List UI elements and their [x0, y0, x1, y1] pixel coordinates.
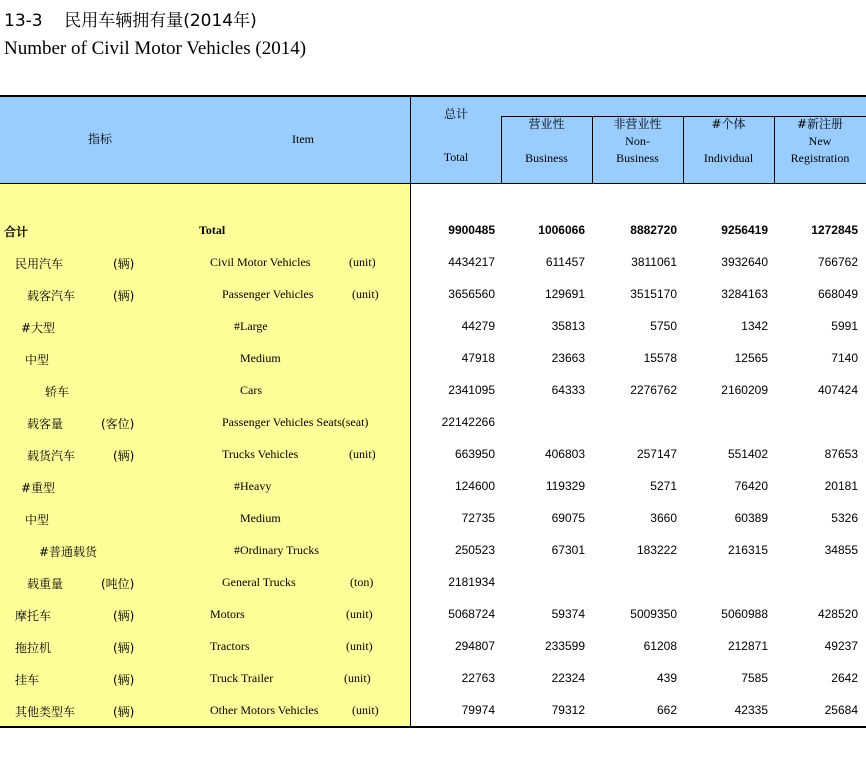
cell-business: 67301 [551, 543, 585, 557]
row-label-en: Medium [240, 511, 281, 525]
cell-newreg: 5326 [831, 511, 858, 525]
cell-nonbusiness: 15578 [643, 351, 677, 365]
cell-individual: 1342 [741, 319, 768, 333]
table-row [0, 535, 866, 567]
row-unit-en: (unit) [349, 255, 376, 269]
cell-newreg: 49237 [824, 639, 858, 653]
cell-business: 22324 [551, 671, 585, 685]
row-unit-cn: (辆) [113, 449, 135, 463]
header-item: Item [292, 132, 314, 146]
cell-total: 47918 [461, 351, 495, 365]
row-label-cn: 合计 [4, 225, 29, 239]
cell-total: 2181934 [448, 575, 495, 589]
row-unit-en: (unit) [346, 607, 373, 621]
cell-nonbusiness: 257147 [636, 447, 677, 461]
cell-newreg: 2642 [831, 671, 858, 685]
row-unit-en: (unit) [349, 447, 376, 461]
row-label-cn: 其他类型车 [15, 705, 76, 719]
cell-business: 1006066 [538, 223, 585, 237]
cell-individual: 551402 [727, 447, 768, 461]
cell-nonbusiness: 183222 [636, 543, 677, 557]
cell-total: 663950 [454, 447, 495, 461]
cell-individual: 42335 [734, 703, 768, 717]
row-label-en: Medium [240, 351, 281, 365]
row-label-en: #Large [234, 319, 268, 333]
cell-total: 2341095 [448, 383, 495, 397]
row-label-en: #Ordinary Trucks [234, 543, 320, 557]
row-label-cn: #大型 [21, 321, 56, 335]
table-title-cn-text: 民用车辆拥有量(2014年) [64, 11, 257, 31]
header-total-cn: 总计 [443, 107, 468, 121]
row-unit-en: (unit) [352, 287, 379, 301]
header-individual-cn: #个体 [711, 117, 746, 131]
cell-total: 44279 [461, 319, 495, 333]
cell-total: 5068724 [448, 607, 495, 621]
cell-nonbusiness: 2276762 [630, 383, 677, 397]
cell-newreg: 25684 [824, 703, 858, 717]
header-indicator: 指标 [87, 132, 112, 146]
cell-newreg: 34855 [824, 543, 858, 557]
table-row [0, 311, 866, 343]
table-number: 13-3 [4, 11, 43, 31]
cell-total: 9900485 [448, 223, 495, 237]
header-business-en: Business [525, 151, 568, 165]
table-title-en: Number of Civil Motor Vehicles (2014) [4, 38, 307, 59]
cell-nonbusiness: 3515170 [630, 287, 677, 301]
row-label-cn: 中型 [25, 353, 50, 367]
header-newreg-en-2: Registration [790, 151, 850, 165]
table-row [0, 279, 866, 311]
cell-total: 294807 [454, 639, 495, 653]
cell-individual: 5060988 [721, 607, 768, 621]
row-label-en: General Trucks [222, 575, 296, 589]
row-label-cn: 轿车 [45, 385, 70, 399]
cell-newreg: 428520 [817, 607, 858, 621]
row-label-cn: #重型 [21, 481, 56, 495]
row-label-cn: 载客量 [27, 417, 64, 431]
cell-newreg: 5991 [831, 319, 858, 333]
cell-total: 4434217 [448, 255, 495, 269]
row-unit-cn: (吨位) [101, 577, 135, 591]
table-row-total [0, 215, 866, 247]
table-row [0, 375, 866, 407]
cell-newreg: 1272845 [811, 223, 858, 237]
row-label-cn: #普通载货 [39, 545, 98, 559]
row-unit-en: (unit) [346, 639, 373, 653]
cell-newreg: 668049 [817, 287, 858, 301]
header-nonbusiness-en-2: Business [616, 151, 659, 165]
cell-individual: 3932640 [721, 255, 768, 269]
row-unit-cn: (辆) [113, 609, 135, 623]
cell-business: 79312 [551, 703, 585, 717]
cell-business: 23663 [551, 351, 585, 365]
row-unit-en: (unit) [344, 671, 371, 685]
cell-individual: 3284163 [721, 287, 768, 301]
cell-individual: 212871 [727, 639, 768, 653]
cell-total: 72735 [461, 511, 495, 525]
table-row [0, 439, 866, 471]
row-label-en: Civil Motor Vehicles [210, 255, 311, 269]
cell-newreg: 87653 [824, 447, 858, 461]
row-label-en: Cars [240, 383, 262, 397]
table-row [0, 599, 866, 631]
cell-nonbusiness: 8882720 [630, 223, 677, 237]
header-nonbusiness-en-1: Non- [625, 134, 650, 148]
cell-individual: 60389 [734, 511, 768, 525]
cell-individual: 76420 [734, 479, 768, 493]
cell-business: 35813 [551, 319, 585, 333]
row-label-en: Truck Trailer [210, 671, 274, 685]
cell-business: 59374 [551, 607, 585, 621]
row-label-cn: 中型 [25, 513, 50, 527]
cell-total: 250523 [454, 543, 495, 557]
cell-business: 611457 [545, 255, 585, 269]
header-total-en: Total [443, 150, 469, 164]
row-unit-cn: (辆) [113, 641, 135, 655]
cell-business: 233599 [544, 639, 585, 653]
row-unit-cn: (辆) [113, 257, 135, 271]
row-unit-cn: (客位) [101, 417, 135, 431]
cell-total: 22142266 [441, 415, 495, 429]
table-row [0, 503, 866, 535]
header-newreg-en-1: New [808, 134, 832, 148]
table-row [0, 567, 866, 599]
cell-total: 22763 [461, 671, 495, 685]
row-label-en: Trucks Vehicles [222, 447, 299, 461]
header-individual-en: Individual [703, 151, 754, 165]
cell-newreg: 766762 [817, 255, 858, 269]
row-label-cn: 载重量 [27, 577, 64, 591]
table-row [0, 695, 866, 727]
cell-newreg: 7140 [831, 351, 858, 365]
row-label-cn: 民用汽车 [15, 257, 64, 271]
row-unit-en: (ton) [350, 575, 374, 589]
cell-nonbusiness: 3660 [650, 511, 677, 525]
cell-nonbusiness: 5009350 [630, 607, 677, 621]
row-label-cn: 载货汽车 [27, 449, 76, 463]
row-label-en: Passenger Vehicles [222, 287, 314, 301]
row-unit-cn: (辆) [113, 289, 135, 303]
cell-business: 69075 [551, 511, 585, 525]
table-row [0, 247, 866, 279]
cell-newreg: 20181 [824, 479, 858, 493]
cell-newreg: 407424 [817, 383, 858, 397]
cell-nonbusiness: 5750 [650, 319, 677, 333]
row-label-cn: 载客汽车 [27, 289, 76, 303]
cell-business: 64333 [551, 383, 585, 397]
header-newreg-cn: #新注册 [796, 117, 844, 131]
row-unit-cn: (辆) [113, 705, 135, 719]
cell-total: 124600 [454, 479, 495, 493]
cell-total: 3656560 [448, 287, 495, 301]
row-label-cn: 摩托车 [15, 609, 52, 623]
cell-total: 79974 [461, 703, 495, 717]
table-title-cn [4, 6, 257, 31]
row-label-en: Tractors [210, 639, 250, 653]
table-row [0, 663, 866, 695]
cell-nonbusiness: 662 [656, 703, 677, 717]
cell-business: 129691 [544, 287, 585, 301]
row-label-en: Total [199, 223, 226, 237]
table-row [0, 343, 866, 375]
cell-business: 406803 [544, 447, 585, 461]
cell-individual: 9256419 [721, 223, 768, 237]
row-label-en: #Heavy [234, 479, 272, 493]
cell-nonbusiness: 61208 [643, 639, 677, 653]
table-row [0, 631, 866, 663]
cell-individual: 7585 [741, 671, 768, 685]
row-label-en: Other Motors Vehicles [210, 703, 319, 717]
cell-individual: 2160209 [721, 383, 768, 397]
cell-individual: 216315 [727, 543, 768, 557]
cell-business: 119329 [545, 479, 585, 493]
cell-nonbusiness: 439 [656, 671, 677, 685]
row-label-cn: 挂车 [15, 673, 40, 687]
cell-nonbusiness: 5271 [650, 479, 677, 493]
row-label-cn: 拖拉机 [15, 641, 52, 655]
table-row [0, 407, 866, 439]
row-label-en: Passenger Vehicles Seats(seat) [222, 415, 369, 429]
header-nonbusiness-cn: 非营业性 [613, 117, 662, 131]
cell-individual: 12565 [734, 351, 768, 365]
header-business-cn: 营业性 [528, 117, 565, 131]
row-unit-en: (unit) [352, 703, 379, 717]
row-label-en: Motors [210, 607, 245, 621]
cell-nonbusiness: 3811061 [631, 255, 677, 269]
row-unit-cn: (辆) [113, 673, 135, 687]
table-row [0, 471, 866, 503]
